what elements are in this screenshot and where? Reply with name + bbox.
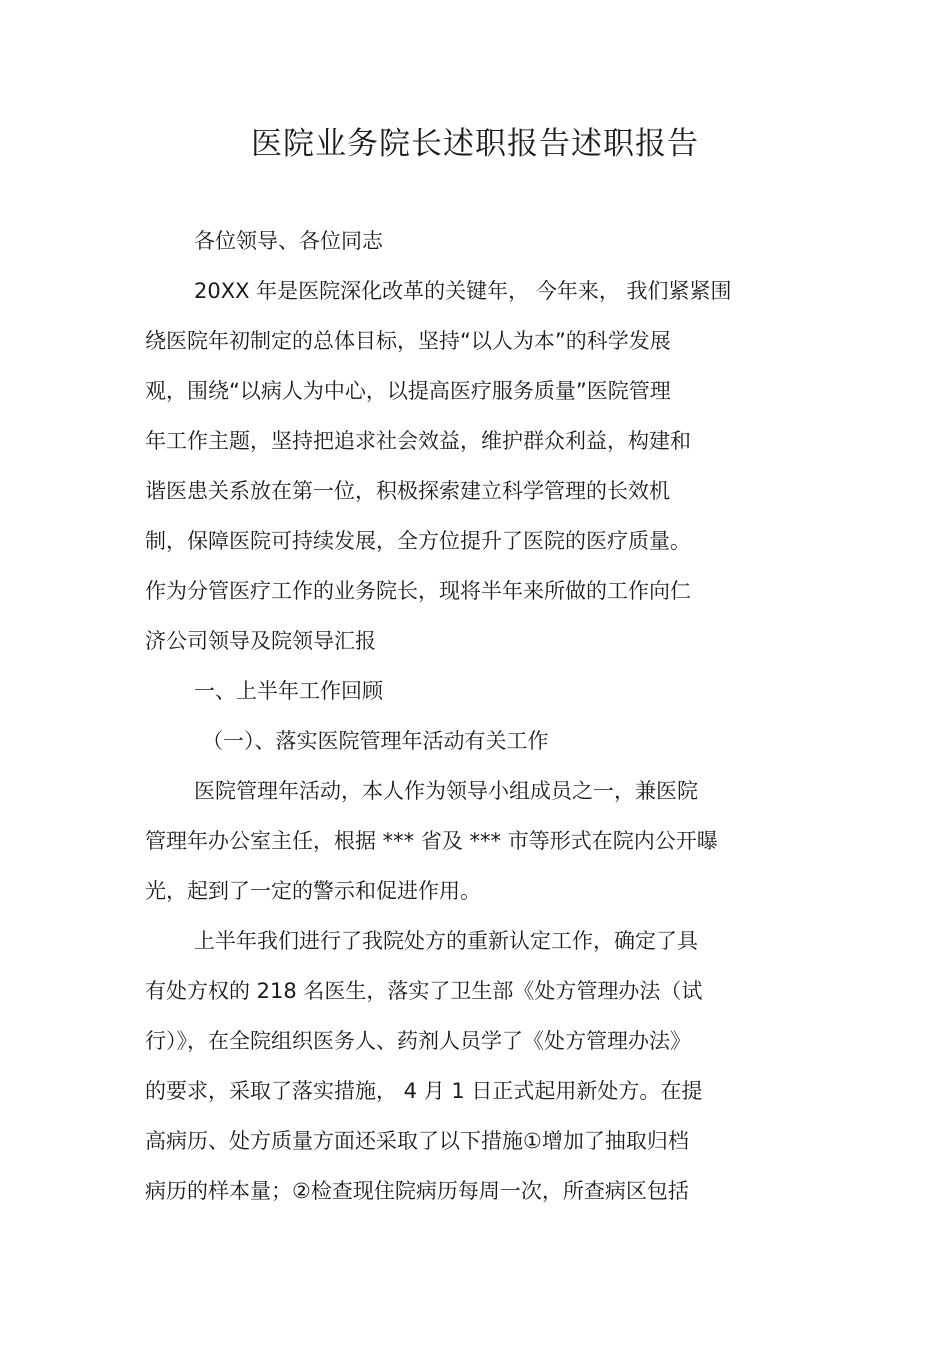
section-heading: 一、上半年工作回顾	[194, 679, 383, 703]
salutation-line: 各位领导、各位同志	[194, 229, 383, 253]
paragraph-line: 年工作主题，坚持把追求社会效益，维护群众利益，构建和	[145, 429, 691, 453]
paragraph-line: 济公司领导及院领导汇报	[145, 629, 376, 653]
subsection-heading: （一）、落实医院管理年活动有关工作	[202, 729, 549, 753]
paragraph-line: 观，围绕“以病人为中心，以提高医疗服务质量”医院管理	[145, 379, 671, 403]
paragraph-line: 上半年我们进行了我院处方的重新认定工作，确定了具	[194, 929, 698, 953]
paragraph-line: 作为分管医疗工作的业务院长，现将半年来所做的工作向仁	[145, 579, 691, 603]
paragraph-line: 20XX 年是医院深化改革的关键年， 今年来， 我们紧紧围	[194, 279, 732, 303]
paragraph-line: 制，保障医院可持续发展，全方位提升了医院的医疗质量。	[145, 529, 691, 553]
paragraph-line: 医院管理年活动，本人作为领导小组成员之一，兼医院	[194, 779, 698, 803]
document-title: 医院业务院长述职报告述职报告	[251, 126, 699, 162]
paragraph-line: 谐医患关系放在第一位，积极探索建立科学管理的长效机	[145, 479, 670, 503]
paragraph-line: 光，起到了一定的警示和促进作用。	[145, 879, 481, 903]
paragraph-line: 的要求，采取了落实措施， 4 月 1 日正式起用新处方。在提	[145, 1079, 703, 1103]
paragraph-line: 管理年办公室主任，根据 *** 省及 *** 市等形式在院内公开曝	[145, 829, 718, 853]
paragraph-line: 有处方权的 218 名医生，落实了卫生部《处方管理办法（试	[145, 979, 703, 1003]
paragraph-line: 行）》，在全院组织医务人、药剂人员学了《处方管理办法》	[145, 1029, 691, 1053]
paragraph-line: 病历的样本量；②检查现住院病历每周一次，所查病区包括	[145, 1179, 689, 1203]
paragraph-line: 高病历、处方质量方面还采取了以下措施①增加了抽取归档	[145, 1129, 689, 1153]
paragraph-line: 绕医院年初制定的总体目标，坚持“以人为本”的科学发展	[145, 329, 671, 353]
